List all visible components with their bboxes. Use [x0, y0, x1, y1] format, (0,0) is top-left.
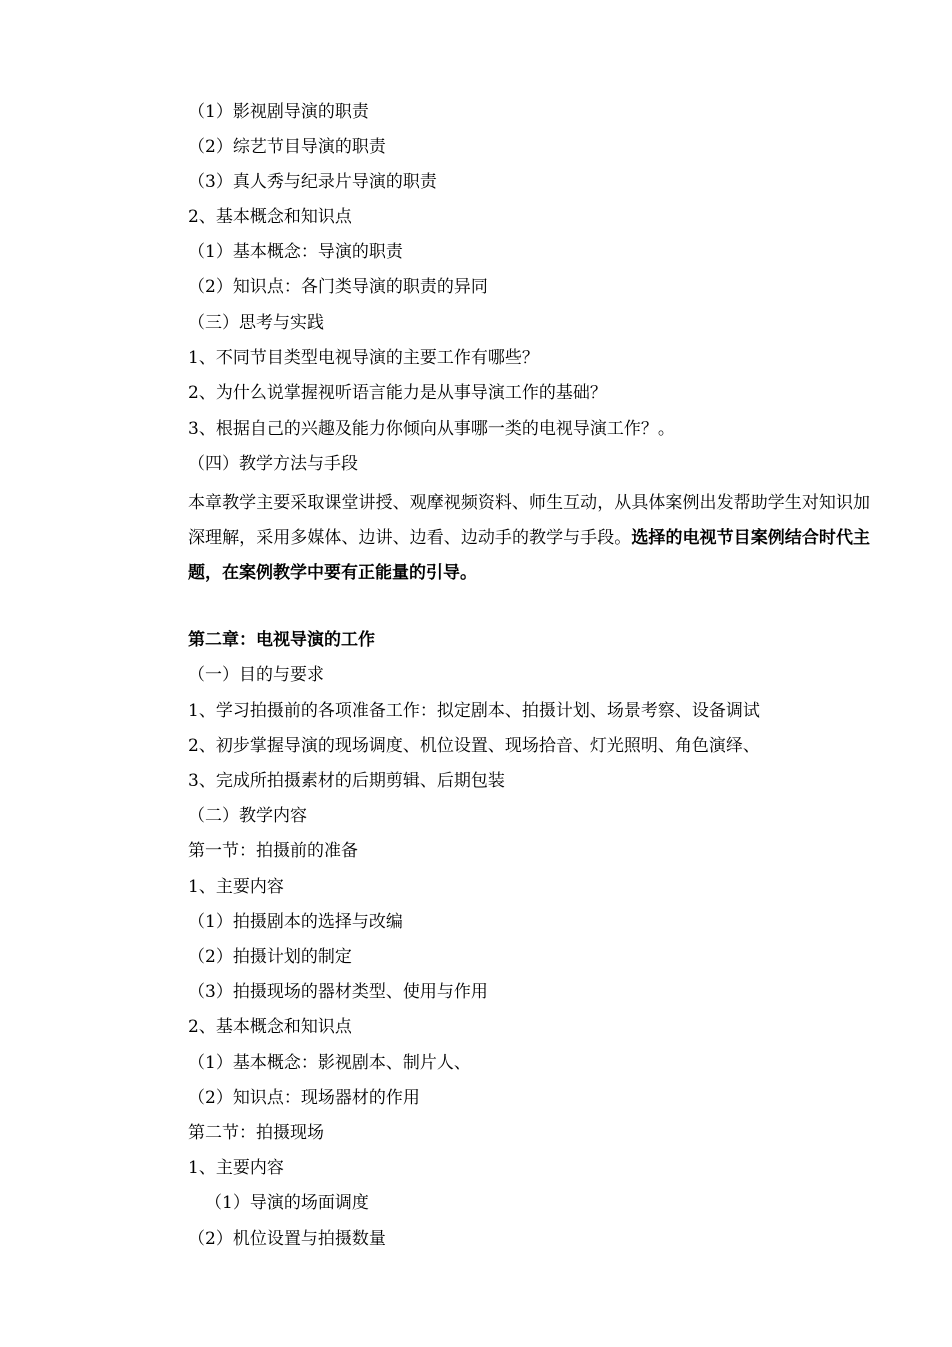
- subsection-heading: 第二节：拍摄现场: [188, 1123, 324, 1143]
- subsection-heading: 第一节：拍摄前的准备: [188, 841, 358, 861]
- section-heading: （一）目的与要求: [188, 665, 324, 685]
- text-line: 1、主要内容: [188, 877, 284, 897]
- text-line: 2、基本概念和知识点: [188, 1017, 352, 1037]
- question-item: 2、为什么说掌握视听语言能力是从事导演工作的基础？: [188, 383, 607, 403]
- chapter-title: 第二章：电视导演的工作: [188, 630, 375, 650]
- text-line: （3）拍摄现场的器材类型、使用与作用: [188, 982, 488, 1002]
- question-item: 1、不同节目类型电视导演的主要工作有哪些？: [188, 348, 539, 368]
- section-heading: （二）教学内容: [188, 806, 307, 826]
- text-line: （2）知识点：现场器材的作用: [188, 1088, 420, 1108]
- text-line: （2）综艺节目导演的职责: [188, 137, 386, 157]
- paragraph-normal-text: 本章教学主要采取课堂讲授、观摩视频资料、师生互动，从具体案例出发帮助学生对知识加深理解，采用多媒体、边讲、边看、边动手的教学与手段。: [188, 493, 870, 548]
- text-line: （1）导演的场面调度: [205, 1193, 369, 1213]
- teaching-method-paragraph: [188, 486, 870, 591]
- text-line: 1、主要内容: [188, 1158, 284, 1178]
- text-line: （3）真人秀与纪录片导演的职责: [188, 172, 437, 192]
- text-line: （2）拍摄计划的制定: [188, 947, 352, 967]
- text-line: 2、初步掌握导演的现场调度、机位设置、现场拾音、灯光照明、角色演绎、: [188, 736, 760, 756]
- text-line: 3、完成所拍摄素材的后期剪辑、后期包装: [188, 771, 505, 791]
- text-line: （2）知识点：各门类导演的职责的异同: [188, 277, 488, 297]
- text-line: （1）拍摄剧本的选择与改编: [188, 912, 403, 932]
- text-line: （1）基本概念：导演的职责: [188, 242, 403, 262]
- question-item: 3、根据自己的兴趣及能力你倾向从事哪一类的电视导演工作？。: [188, 419, 675, 439]
- text-line: 2、基本概念和知识点: [188, 207, 352, 227]
- section-heading: （四）教学方法与手段: [188, 454, 358, 474]
- text-line: （1）影视剧导演的职责: [188, 102, 369, 122]
- paragraph-bold-text: 选择的电视节目案例结合时代主题，在案例教学中要有正能量的引导。: [188, 528, 871, 583]
- text-line: （1）基本概念：影视剧本、制片人、: [188, 1053, 471, 1073]
- text-line: 1、学习拍摄前的各项准备工作：拟定剧本、拍摄计划、场景考察、设备调试: [188, 701, 760, 721]
- text-line: （2）机位设置与拍摄数量: [188, 1229, 386, 1249]
- section-heading: （三）思考与实践: [188, 313, 324, 333]
